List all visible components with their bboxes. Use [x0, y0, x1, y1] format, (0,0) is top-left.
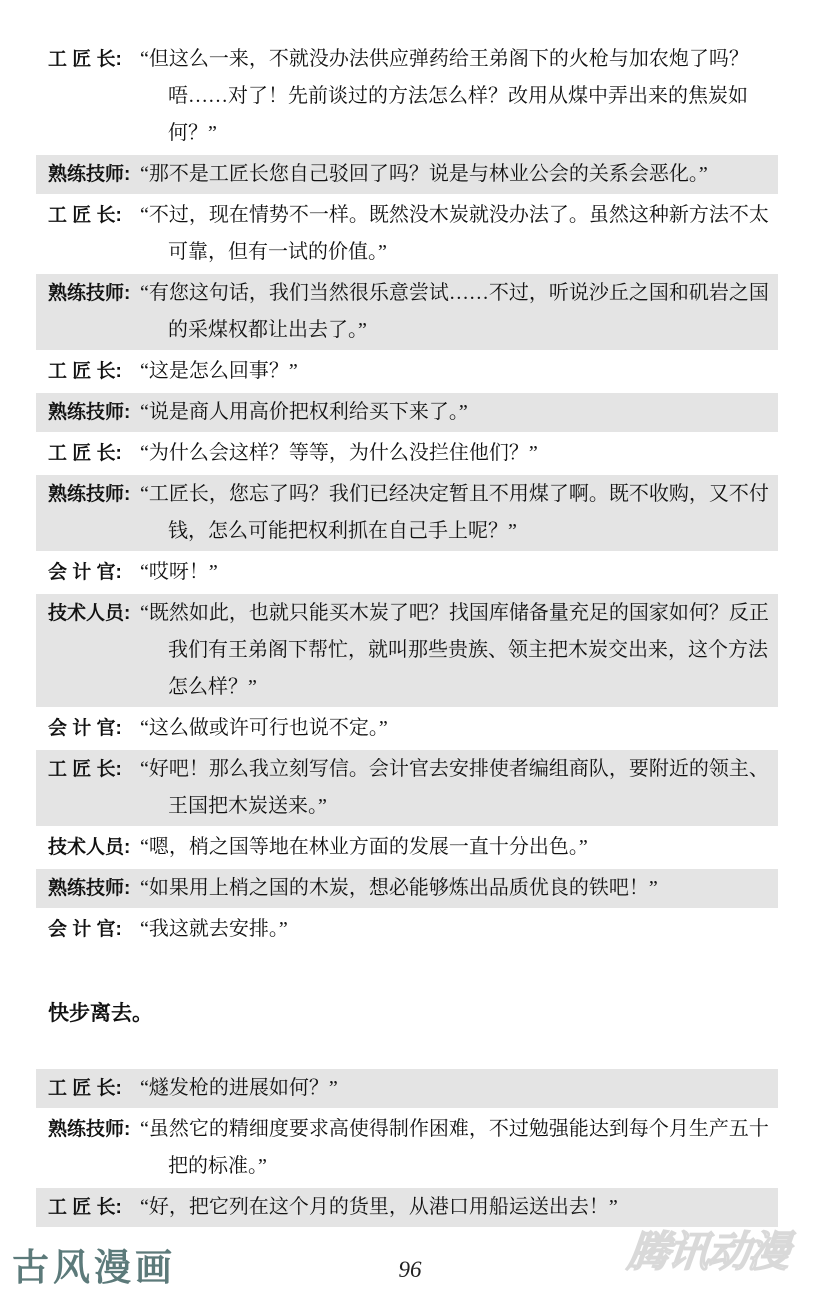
dialogue-row	[36, 828, 778, 867]
speaker-label: 工 匠 长:	[48, 443, 122, 464]
dialogue-row	[36, 155, 778, 194]
dialogue-text: “工匠长，您忘了吗？我们已经决定暂且不用煤了啊。既不收购，又不付钱，怎么可能把权利抓在自己手上呢？”	[140, 483, 769, 542]
dialogue-text: “哎呀！”	[140, 561, 218, 583]
dialogue-text: “我这就去安排。”	[140, 918, 288, 940]
dialogue-section-2	[0, 1069, 820, 1229]
dialogue-text: “但这么一来，不就没办法供应弹药给王弟阁下的火枪与加农炮了吗？唔……对了！先前谈过的方法怎么样？改用从煤中弄出来的焦炭如何？”	[140, 48, 749, 144]
speaker-label: 工 匠 长:	[48, 1078, 122, 1099]
speaker-label: 工 匠 长:	[48, 49, 122, 70]
dialogue-text: “虽然它的精细度要求高使得制作困难，不过勉强能达到每个月生产五十把的标准。”	[140, 1118, 769, 1177]
speaker-label: 会 计 官:	[48, 919, 122, 940]
speaker-label: 工 匠 长:	[48, 361, 122, 382]
dialogue-text: “好，把它列在这个月的货里，从港口用船运送出去！”	[140, 1196, 618, 1218]
brand-logo-text: 古风漫画	[12, 1248, 176, 1289]
speaker-label: 技术人员:	[48, 837, 131, 858]
dialogue-row	[36, 910, 778, 949]
dialogue-row	[36, 869, 778, 908]
dialogue-text: “如果用上梢之国的木炭，想必能够炼出品质优良的铁吧！”	[140, 877, 658, 899]
dialogue-row	[36, 196, 778, 272]
dialogue-row	[36, 594, 778, 707]
dialogue-row	[36, 475, 778, 551]
dialogue-row	[36, 40, 778, 153]
dialogue-row	[36, 750, 778, 826]
dialogue-text: “有您这句话，我们当然很乐意尝试……不过，听说沙丘之国和矶岩之国的采煤权都让出去了。”	[140, 282, 769, 341]
dialogue-row	[36, 393, 778, 432]
dialogue-text: “燧发枪的进展如何？”	[140, 1077, 338, 1099]
speaker-label: 熟练技师:	[48, 283, 131, 304]
dialogue-text: “说是商人用高价把权利给买下来了。”	[140, 401, 468, 423]
page-number: 96	[398, 1257, 422, 1282]
dialogue-text: “这是怎么回事？”	[140, 360, 298, 382]
speaker-label: 技术人员:	[48, 603, 131, 624]
stage-direction: 快步离去。	[48, 1002, 153, 1025]
speaker-label: 会 计 官:	[48, 718, 122, 739]
dialogue-text: “这么做或许可行也说不定。”	[140, 717, 388, 739]
speaker-label: 熟练技师:	[48, 164, 131, 185]
dialogue-text: “嗯，梢之国等地在林业方面的发展一直十分出色。”	[140, 836, 588, 858]
dialogue-row	[36, 553, 778, 592]
dialogue-text: “好吧！那么我立刻写信。会计官去安排使者编组商队，要附近的领主、王国把木炭送来。”	[140, 758, 769, 817]
speaker-label: 熟练技师:	[48, 1119, 131, 1140]
dialogue-text: “既然如此，也就只能买木炭了吧？找国库储备量充足的国家如何？反正我们有王弟阁下帮忙，就叫那些贵族、领主把木炭交出来，这个方法怎么样？”	[140, 602, 769, 698]
speaker-label: 熟练技师:	[48, 484, 131, 505]
dialogue-text: “不过，现在情势不一样。既然没木炭就没办法了。虽然这种新方法不太可靠，但有一试的价值。”	[140, 204, 769, 263]
dialogue-row	[36, 352, 778, 391]
dialogue-section-1	[0, 40, 820, 951]
speaker-label: 工 匠 长:	[48, 1197, 122, 1218]
dialogue-row	[36, 274, 778, 350]
dialogue-row	[36, 709, 778, 748]
speaker-label: 会 计 官:	[48, 562, 122, 583]
dialogue-row	[36, 434, 778, 473]
speaker-label: 熟练技师:	[48, 878, 131, 899]
dialogue-row	[36, 1069, 778, 1108]
speaker-label: 工 匠 长:	[48, 205, 122, 226]
speaker-label: 工 匠 长:	[48, 759, 122, 780]
dialogue-text: “那不是工匠长您自己驳回了吗？说是与林业公会的关系会恶化。”	[140, 163, 708, 185]
watermark-logo: 腾讯动漫	[625, 1228, 791, 1275]
dialogue-text: “为什么会这样？等等，为什么没拦住他们？”	[140, 442, 538, 464]
speaker-label: 熟练技师:	[48, 402, 131, 423]
dialogue-row	[36, 1110, 778, 1186]
